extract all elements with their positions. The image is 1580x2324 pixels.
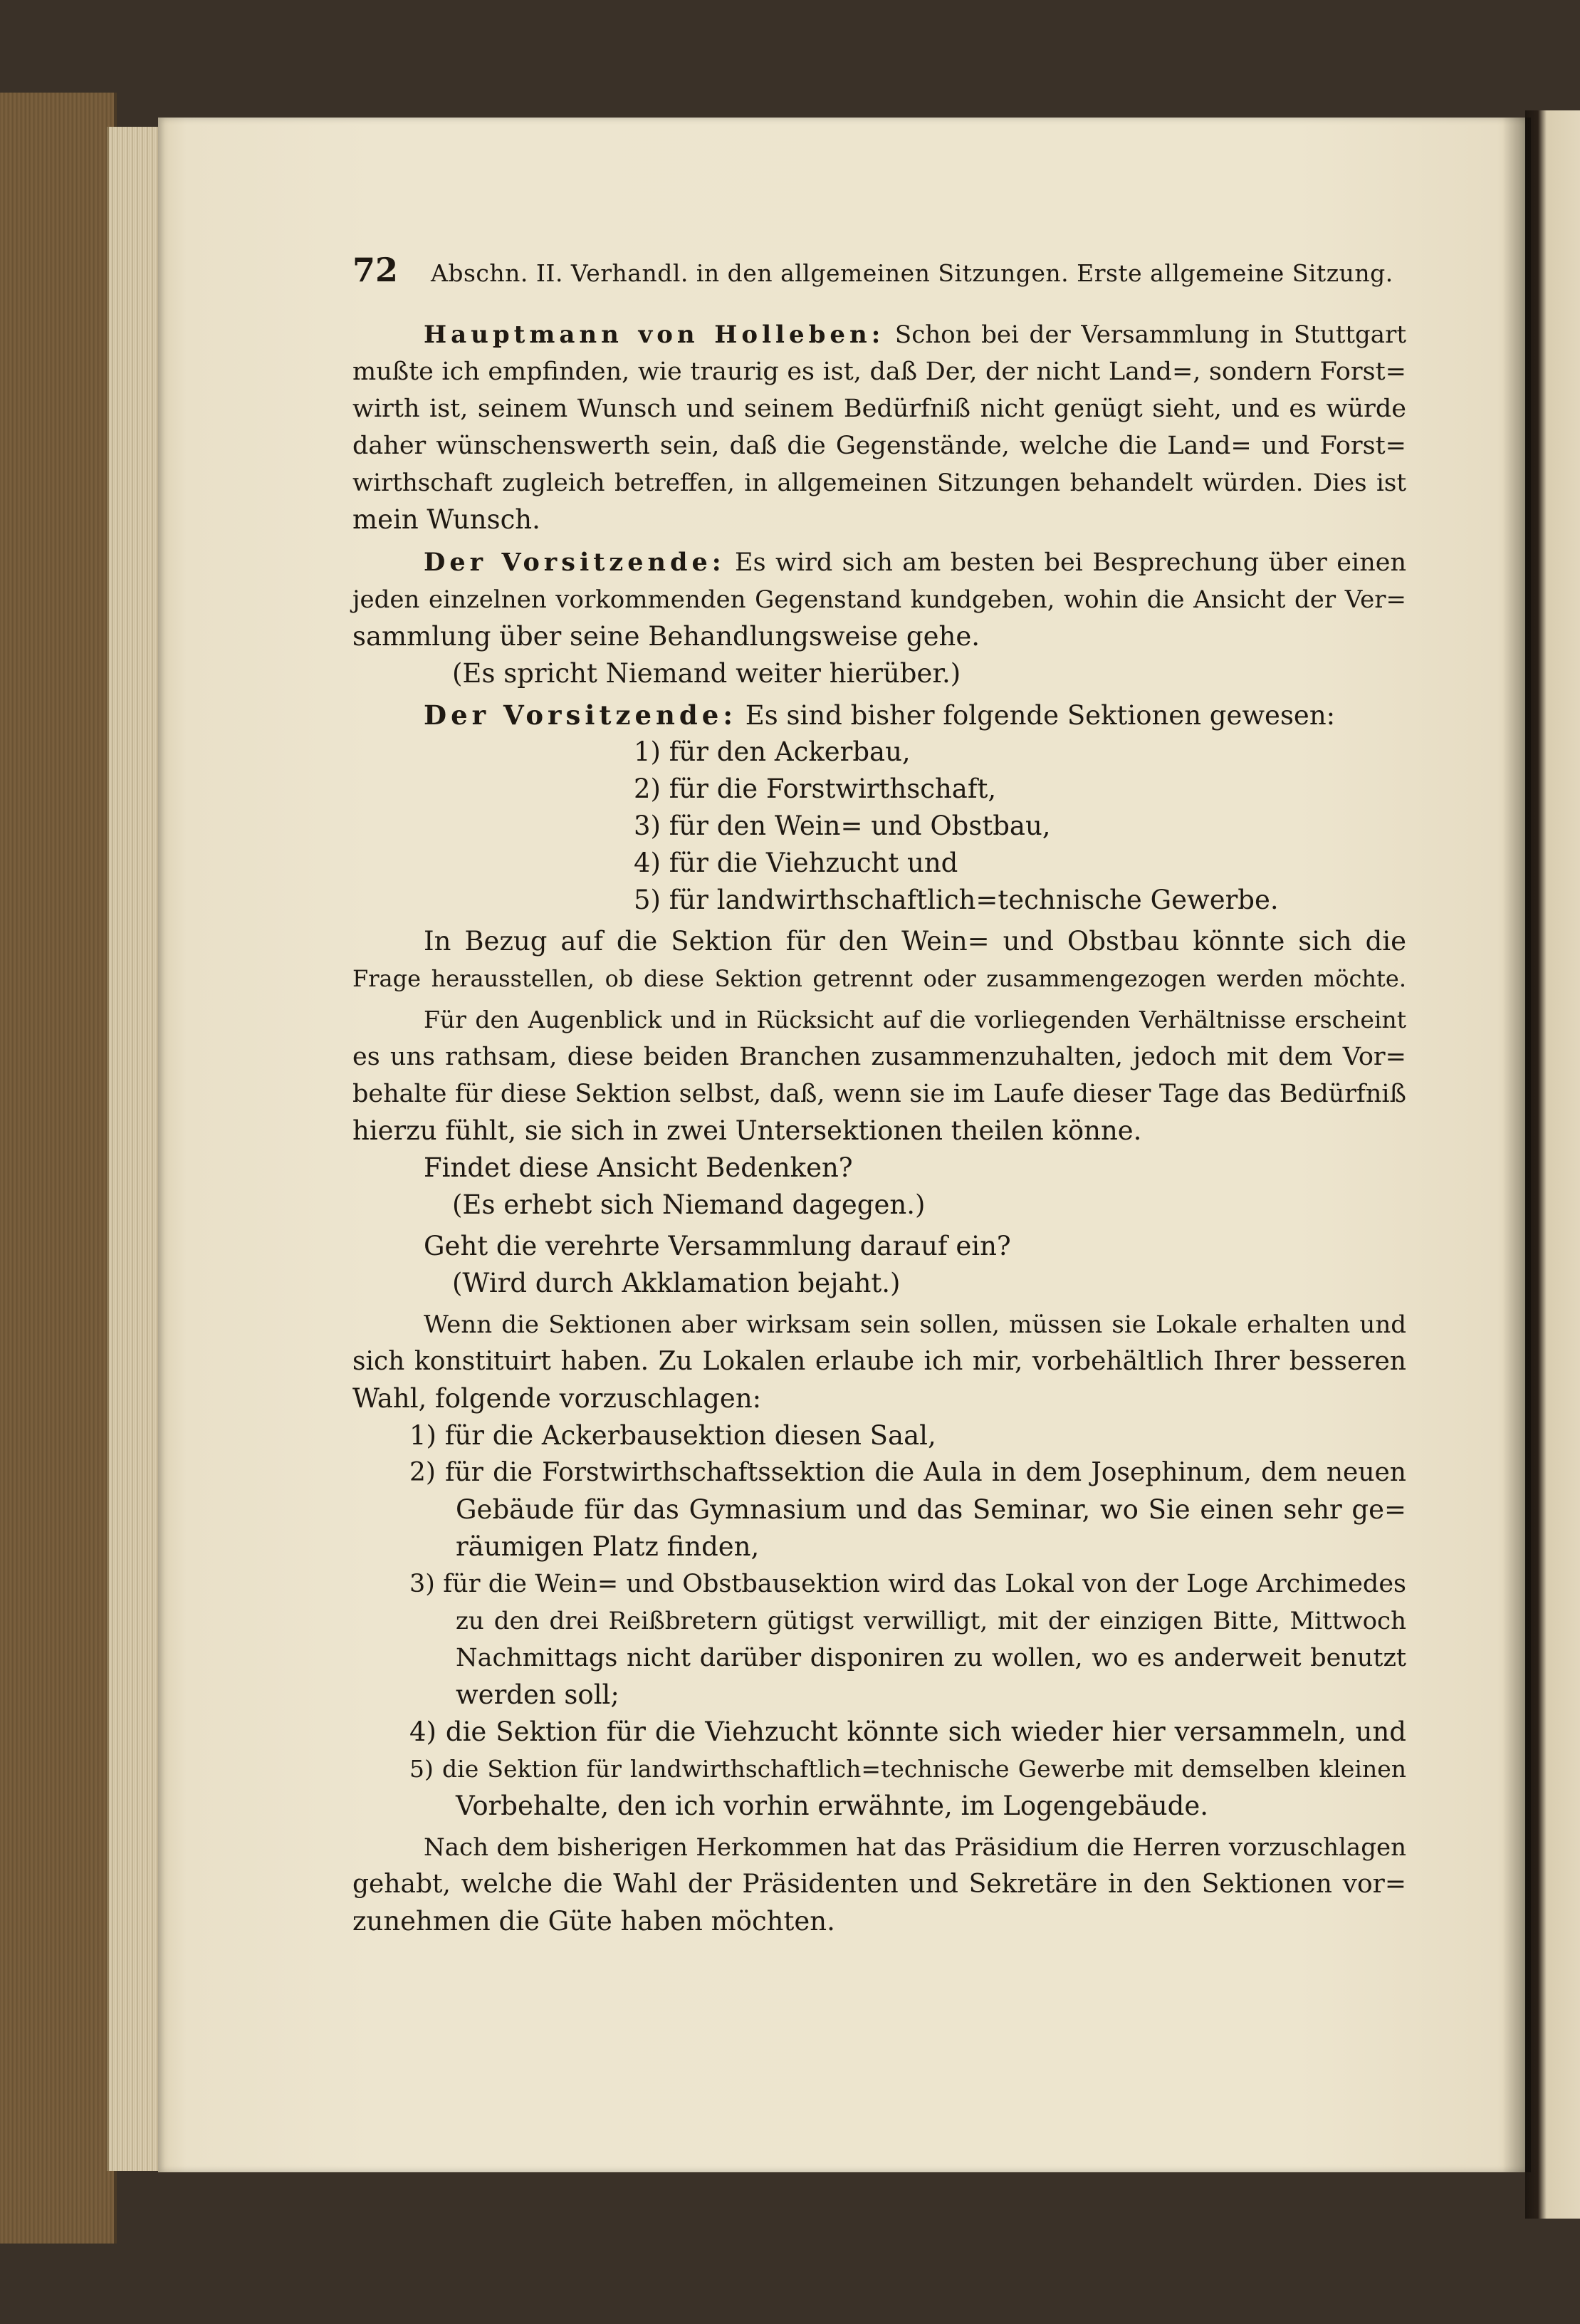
text-line bbox=[409, 1714, 1406, 1751]
line-text: es uns rathsam, diese beiden Branchen zusammenzuhalten, jedoch mit dem Vor= bbox=[352, 1043, 1406, 1071]
text-line bbox=[409, 1565, 1406, 1603]
speaker-name: Der Vorsitzende: bbox=[424, 699, 737, 731]
line-text: Nachmittags nicht darüber disponiren zu wollen, wo es anderweit benutzt bbox=[456, 1644, 1406, 1672]
text-line bbox=[352, 1113, 1406, 1150]
line-text: Geht die verehrte Versammlung darauf ein? bbox=[424, 1231, 1011, 1261]
text-line bbox=[456, 1603, 1406, 1640]
page-edges bbox=[107, 127, 162, 2171]
line-text: zu den drei Reißbretern gütigst verwilligt, mit der einzigen Bitte, Mittwoch bbox=[456, 1607, 1406, 1635]
text-line bbox=[424, 316, 1406, 353]
text-line bbox=[352, 618, 1406, 655]
line-text: mußte ich empfinden, wie traurig es ist, daß Der, der nicht Land=, sondern Forst= bbox=[352, 358, 1406, 386]
line-text: hierzu fühlt, sie sich in zwei Untersektionen theilen könne. bbox=[352, 1115, 1142, 1146]
text-line bbox=[352, 1075, 1406, 1113]
text-line bbox=[352, 581, 1406, 618]
line-text: sich konstituirt haben. Zu Lokalen erlaube ich mir, vorbehältlich Ihrer besseren bbox=[352, 1347, 1406, 1376]
text-line bbox=[424, 544, 1406, 581]
text-line bbox=[424, 923, 1406, 960]
line-text: daher wünschenswerth sein, daß die Gegenstände, welche die Land= und Forst= bbox=[352, 432, 1406, 460]
line-text: Gebäude für das Gymnasium und das Seminar, wo Sie einen sehr ge= bbox=[456, 1494, 1406, 1525]
line-text: (Wird durch Akklamation bejaht.) bbox=[452, 1268, 901, 1298]
text-line bbox=[456, 1491, 1406, 1528]
line-text: 1) für die Ackerbausektion diesen Saal, bbox=[409, 1420, 936, 1451]
text-line bbox=[456, 1677, 1406, 1714]
line-text: zunehmen die Güte haben möchten. bbox=[352, 1906, 835, 1937]
text-line bbox=[352, 1038, 1406, 1075]
text-line bbox=[424, 697, 1406, 734]
text-line bbox=[409, 1417, 1406, 1454]
text-line bbox=[352, 1866, 1406, 1903]
line-text: Frage herausstellen, ob diese Sektion getrennt oder zusammengezogen werden möchte. bbox=[352, 965, 1406, 992]
line-text: 4) für die Viehzucht und bbox=[634, 848, 958, 878]
text-line bbox=[452, 1187, 1406, 1224]
text-line bbox=[452, 1265, 1406, 1302]
line-text: Nach dem bisherigen Herkommen hat das Präsidium die Herren vorzuschlagen bbox=[424, 1833, 1406, 1862]
text-line bbox=[352, 427, 1406, 464]
text-line bbox=[352, 1343, 1406, 1380]
text-line bbox=[456, 1640, 1406, 1677]
text-line bbox=[634, 771, 1406, 808]
line-text: Wahl, folgende vorzuschlagen: bbox=[352, 1383, 762, 1414]
text-line bbox=[409, 1751, 1406, 1788]
line-text: In Bezug auf die Sektion für den Wein= und Obstbau könnte sich die bbox=[424, 926, 1406, 957]
gutter-shadow bbox=[1502, 118, 1531, 2172]
text-line bbox=[634, 808, 1406, 845]
line-text: jeden einzelnen vorkommenden Gegenstand kundgeben, wohin die Ansicht der Ver= bbox=[352, 585, 1406, 614]
line-text: Findet diese Ansicht Bedenken? bbox=[424, 1152, 853, 1183]
line-text: Es sind bisher folgende Sektionen gewesen: bbox=[736, 700, 1336, 731]
text-line bbox=[424, 1001, 1406, 1038]
line-text: 2) für die Forstwirthschaftssektion die Aula in dem Josephinum, dem neuen bbox=[409, 1458, 1406, 1487]
book-cover bbox=[0, 93, 117, 2244]
line-text: Schon bei der Versammlung in Stuttgart bbox=[884, 321, 1406, 349]
text-line bbox=[452, 655, 1406, 692]
text-line bbox=[634, 845, 1406, 882]
line-text: räumigen Platz finden, bbox=[456, 1531, 760, 1562]
text-line bbox=[456, 1528, 1406, 1565]
line-text: 2) für die Forstwirthschaft, bbox=[634, 773, 997, 804]
line-text: wirth ist, seinem Wunsch und seinem Bedürfniß nicht genügt sieht, und es würde bbox=[352, 395, 1406, 423]
text-line bbox=[634, 734, 1406, 771]
line-text: sammlung über seine Behandlungsweise gehe. bbox=[352, 621, 980, 652]
line-text: Vorbehalte, den ich vorhin erwähnte, im Logengebäude. bbox=[456, 1791, 1209, 1821]
line-text: Für den Augenblick und in Rücksicht auf die vorliegenden Verhältnisse erscheint bbox=[424, 1006, 1406, 1033]
text-line bbox=[352, 960, 1406, 997]
text-line bbox=[424, 1829, 1406, 1866]
line-text: 5) die Sektion für landwirthschaftlich=technische Gewerbe mit demselben kleinen bbox=[409, 1755, 1406, 1783]
page-header bbox=[352, 251, 1406, 293]
line-text: 4) die Sektion für die Viehzucht könnte sich wieder hier versammeln, und bbox=[409, 1716, 1406, 1747]
line-text: Wenn die Sektionen aber wirksam sein sollen, müssen sie Lokale erhalten und bbox=[424, 1310, 1406, 1339]
line-text: Es wird sich am besten bei Besprechung über einen bbox=[725, 548, 1406, 577]
text-line bbox=[352, 501, 1406, 538]
text-line bbox=[352, 353, 1406, 390]
text-line bbox=[424, 1150, 1406, 1187]
text-line bbox=[424, 1306, 1406, 1343]
text-line bbox=[456, 1788, 1406, 1825]
running-title: Abschn. II. Verhandl. in den allgemeinen Sitzungen. Erste allgemeine Sitzung. bbox=[431, 259, 1393, 287]
line-text: wirthschaft zugleich betreffen, in allgemeinen Sitzungen behandelt würden. Dies ist bbox=[352, 469, 1406, 497]
text-line bbox=[424, 1228, 1406, 1265]
text-line bbox=[352, 1380, 1406, 1417]
line-text: gehabt, welche die Wahl der Präsidenten und Sekretäre in den Sektionen vor= bbox=[352, 1870, 1406, 1899]
line-text: werden soll; bbox=[456, 1679, 619, 1710]
speaker-name: Hauptmann von Holleben: bbox=[424, 321, 885, 349]
line-text: behalte für diese Sektion selbst, daß, wenn sie im Laufe dieser Tage das Bedürfniß bbox=[352, 1080, 1406, 1108]
line-text: 1) für den Ackerbau, bbox=[634, 736, 911, 767]
speaker-name: Der Vorsitzende: bbox=[424, 548, 726, 577]
text-line bbox=[634, 882, 1406, 919]
text-line bbox=[409, 1454, 1406, 1491]
text-line bbox=[352, 464, 1406, 501]
facing-page-edge bbox=[1525, 110, 1580, 2219]
text-line bbox=[352, 1903, 1406, 1940]
page-number: 72 bbox=[352, 251, 399, 289]
line-text: (Es spricht Niemand weiter hierüber.) bbox=[452, 658, 961, 689]
line-text: 5) für landwirthschaftlich=technische Gewerbe. bbox=[634, 885, 1279, 915]
line-text: (Es erhebt sich Niemand dagegen.) bbox=[452, 1189, 926, 1220]
text-line bbox=[352, 390, 1406, 427]
line-text: mein Wunsch. bbox=[352, 504, 540, 535]
line-text: 3) für den Wein= und Obstbau, bbox=[634, 811, 1051, 841]
line-text: 3) für die Wein= und Obstbausektion wird das Lokal von der Loge Archimedes bbox=[409, 1570, 1406, 1598]
